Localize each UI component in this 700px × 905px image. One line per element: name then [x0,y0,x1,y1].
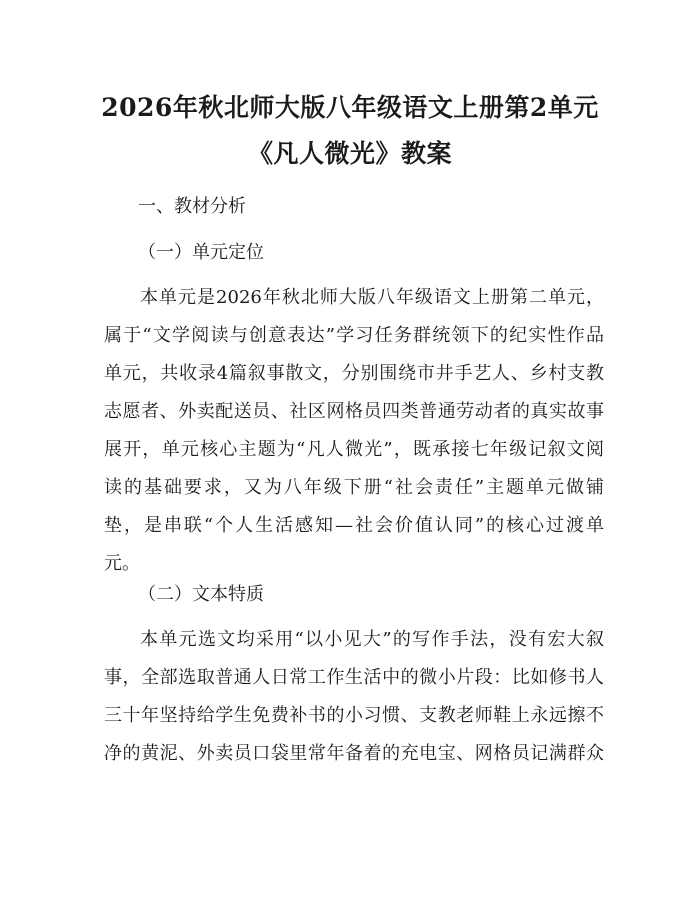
subsection-heading-unit-positioning: （一）单元定位 [138,242,264,263]
subsection-heading-text-characteristics: （二）文本特质 [138,584,264,605]
paragraph-text-characteristics [104,621,604,773]
paragraph-line: 属于“文学阅读与创意表达”学习任务群统领下的纪实性作品 [104,325,604,346]
paragraph-line: 志愿者、外卖配送员、社区网格员四类普通劳动者的真实故事 [104,401,604,422]
document-title-line-1: 2026年秋北师大版八年级语文上册第2单元 [101,93,599,122]
paragraph-line: 本单元是2026年秋北师大版八年级语文上册第二单元， [140,287,604,308]
paragraph-line: 元。 [104,553,140,574]
paragraph-line: 本单元选文均采用“以小见大”的写作手法，没有宏大叙 [140,629,604,650]
paragraph-line: 展开，单元核心主题为“凡人微光”，既承接七年级记叙文阅 [104,439,604,460]
paragraph-line: 读的基础要求，又为八年级下册“社会责任”主题单元做铺 [104,477,604,498]
paragraph-line: 净的黄泥、外卖员口袋里常年备着的充电宝、网格员记满群众 [104,743,604,764]
section-heading-teaching-material-analysis: 一、教材分析 [138,196,246,217]
paragraph-unit-positioning [104,279,604,583]
paragraph-line: 垫，是串联“个人生活感知—社会价值认同”的核心过渡单 [104,515,604,536]
document-title-line-2: 《凡人微光》教案 [247,139,452,168]
paragraph-line: 事，全部选取普通人日常工作生活中的微小片段：比如修书人 [104,667,604,688]
paragraph-line: 三十年坚持给学生免费补书的小习惯、支教老师鞋上永远擦不 [104,705,604,726]
paragraph-line: 单元，共收录4篇叙事散文，分别围绕市井手艺人、乡村支教 [104,363,604,384]
